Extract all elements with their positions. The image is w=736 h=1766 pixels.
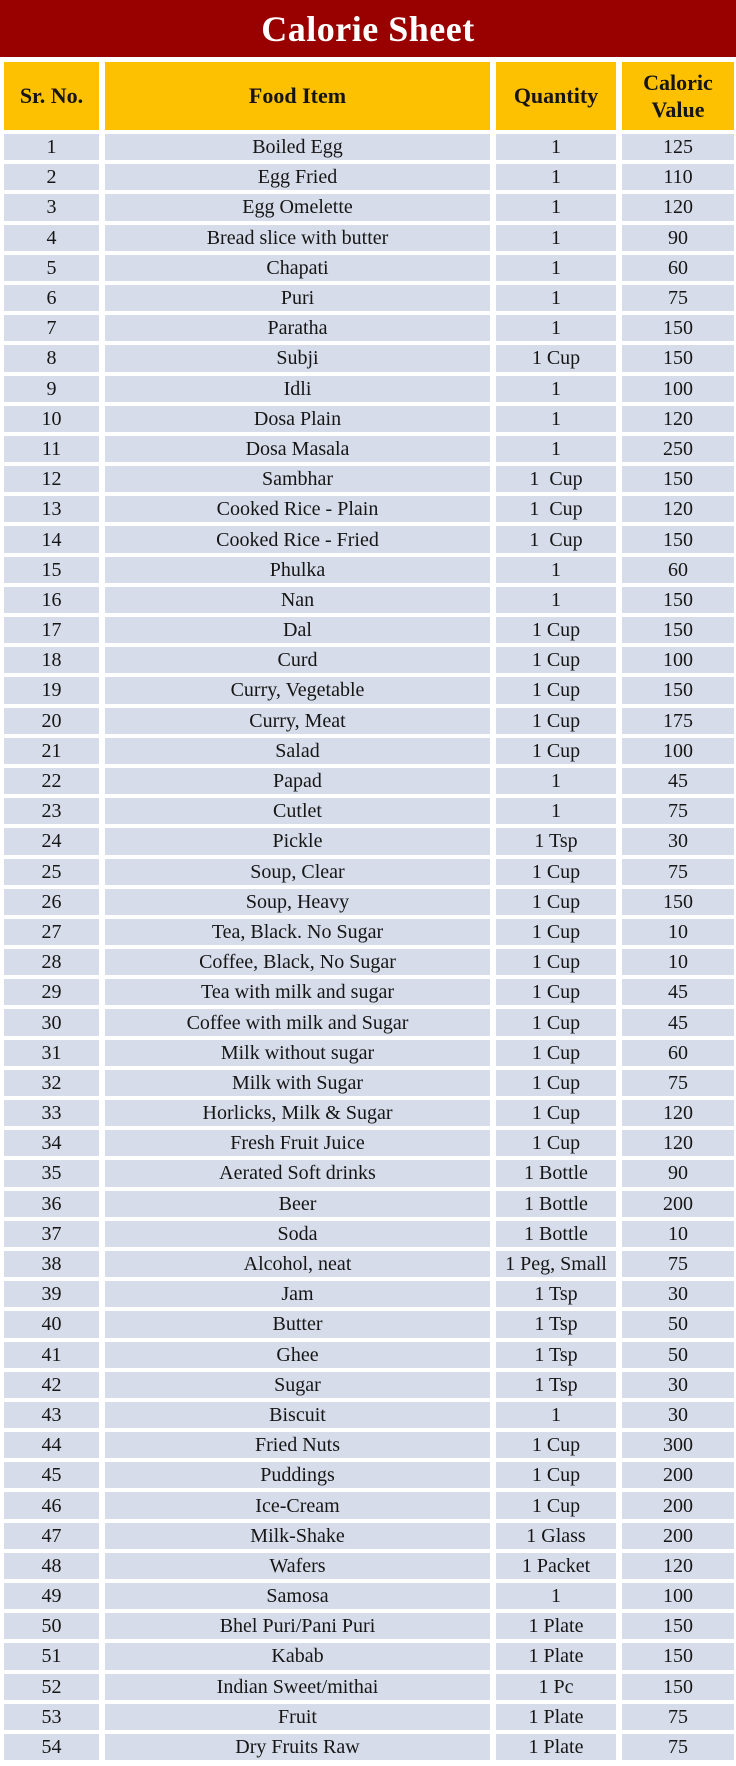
- caloric-value-cell: 120: [622, 1130, 734, 1156]
- food-item-cell: Curd: [105, 647, 490, 673]
- quantity-cell: 1 Packet: [496, 1553, 616, 1579]
- caloric-value-cell: 150: [622, 466, 734, 492]
- sr-no-cell: 31: [4, 1040, 99, 1066]
- food-item-cell: Samosa: [105, 1583, 490, 1609]
- food-item-cell: Fruit: [105, 1704, 490, 1730]
- sr-no-cell: 24: [4, 828, 99, 854]
- quantity-cell: 1 Bottle: [496, 1221, 616, 1247]
- quantity-cell: 1 Cup: [496, 1009, 616, 1035]
- sr-no-cell: 18: [4, 647, 99, 673]
- sr-no-cell: 11: [4, 436, 99, 462]
- quantity-cell: 1 Cup: [496, 1432, 616, 1458]
- sr-no-cell: 14: [4, 526, 99, 552]
- quantity-cell: 1 Plate: [496, 1734, 616, 1760]
- food-item-cell: Cutlet: [105, 798, 490, 824]
- quantity-cell: 1 Tsp: [496, 1342, 616, 1368]
- caloric-value-cell: 30: [622, 1372, 734, 1398]
- food-item-cell: Indian Sweet/mithai: [105, 1674, 490, 1700]
- quantity-cell: 1 Cup: [496, 949, 616, 975]
- sr-no-cell: 19: [4, 677, 99, 703]
- food-item-cell: Curry, Vegetable: [105, 677, 490, 703]
- caloric-value-cell: 10: [622, 949, 734, 975]
- caloric-value-cell: 45: [622, 1009, 734, 1035]
- quantity-cell: 1: [496, 406, 616, 432]
- quantity-cell: 1 Tsp: [496, 1281, 616, 1307]
- sr-no-cell: 27: [4, 919, 99, 945]
- caloric-value-cell: 150: [622, 315, 734, 341]
- quantity-cell: 1 Cup: [496, 617, 616, 643]
- caloric-value-cell: 30: [622, 1402, 734, 1428]
- caloric-value-cell: 100: [622, 376, 734, 402]
- quantity-cell: 1 Tsp: [496, 1372, 616, 1398]
- caloric-value-cell: 120: [622, 496, 734, 522]
- food-item-cell: Fried Nuts: [105, 1432, 490, 1458]
- quantity-cell: 1: [496, 587, 616, 613]
- food-item-cell: Jam: [105, 1281, 490, 1307]
- caloric-value-cell: 30: [622, 828, 734, 854]
- sr-no-cell: 5: [4, 255, 99, 281]
- caloric-value-cell: 75: [622, 285, 734, 311]
- food-item-cell: Boiled Egg: [105, 134, 490, 160]
- food-item-cell: Phulka: [105, 557, 490, 583]
- sr-no-cell: 20: [4, 708, 99, 734]
- quantity-cell: 1 Cup: [496, 466, 616, 492]
- quantity-cell: 1: [496, 164, 616, 190]
- food-item-cell: Ice-Cream: [105, 1492, 490, 1518]
- sr-no-cell: 37: [4, 1221, 99, 1247]
- food-item-cell: Butter: [105, 1311, 490, 1337]
- quantity-cell: 1: [496, 134, 616, 160]
- food-item-cell: Bhel Puri/Pani Puri: [105, 1613, 490, 1639]
- food-item-cell: Tea, Black. No Sugar: [105, 919, 490, 945]
- sr-no-cell: 10: [4, 406, 99, 432]
- caloric-value-cell: 10: [622, 919, 734, 945]
- food-item-cell: Dosa Masala: [105, 436, 490, 462]
- quantity-cell: 1 Cup: [496, 1070, 616, 1096]
- sr-no-cell: 25: [4, 859, 99, 885]
- caloric-value-cell: 150: [622, 677, 734, 703]
- food-item-cell: Nan: [105, 587, 490, 613]
- caloric-value-cell: 125: [622, 134, 734, 160]
- food-item-cell: Papad: [105, 768, 490, 794]
- food-item-cell: Cooked Rice - Fried: [105, 526, 490, 552]
- caloric-value-cell: 150: [622, 1613, 734, 1639]
- sr-no-cell: 41: [4, 1342, 99, 1368]
- sr-no-cell: 9: [4, 376, 99, 402]
- quantity-cell: 1 Cup: [496, 1462, 616, 1488]
- sr-no-cell: 43: [4, 1402, 99, 1428]
- food-item-cell: Subji: [105, 345, 490, 371]
- caloric-value-cell: 120: [622, 194, 734, 220]
- food-item-cell: Beer: [105, 1191, 490, 1217]
- food-item-cell: Milk without sugar: [105, 1040, 490, 1066]
- food-item-cell: Paratha: [105, 315, 490, 341]
- page-title: Calorie Sheet: [261, 8, 475, 49]
- sr-no-cell: 50: [4, 1613, 99, 1639]
- quantity-cell: 1 Pc: [496, 1674, 616, 1700]
- caloric-value-cell: 150: [622, 617, 734, 643]
- quantity-cell: 1 Cup: [496, 677, 616, 703]
- caloric-value-cell: 100: [622, 738, 734, 764]
- sr-no-cell: 42: [4, 1372, 99, 1398]
- sr-no-cell: 32: [4, 1070, 99, 1096]
- sr-no-cell: 45: [4, 1462, 99, 1488]
- quantity-cell: 1 Cup: [496, 1130, 616, 1156]
- food-item-cell: Chapati: [105, 255, 490, 281]
- quantity-cell: 1 Cup: [496, 496, 616, 522]
- caloric-value-cell: 100: [622, 1583, 734, 1609]
- quantity-cell: 1: [496, 285, 616, 311]
- sr-no-cell: 6: [4, 285, 99, 311]
- caloric-value-cell: 150: [622, 1674, 734, 1700]
- table-body: [0, 134, 736, 1760]
- food-item-cell: Bread slice with butter: [105, 225, 490, 251]
- caloric-value-cell: 45: [622, 768, 734, 794]
- sr-no-cell: 53: [4, 1704, 99, 1730]
- sr-no-cell: 39: [4, 1281, 99, 1307]
- caloric-value-cell: 120: [622, 406, 734, 432]
- title-bar: [0, 0, 736, 57]
- food-item-cell: Dosa Plain: [105, 406, 490, 432]
- caloric-value-cell: 60: [622, 557, 734, 583]
- food-item-cell: Curry, Meat: [105, 708, 490, 734]
- food-item-cell: Biscuit: [105, 1402, 490, 1428]
- quantity-cell: 1 Plate: [496, 1704, 616, 1730]
- quantity-cell: 1: [496, 255, 616, 281]
- food-item-cell: Dry Fruits Raw: [105, 1734, 490, 1760]
- quantity-cell: 1: [496, 1583, 616, 1609]
- sr-no-cell: 48: [4, 1553, 99, 1579]
- caloric-value-cell: 150: [622, 345, 734, 371]
- food-item-cell: Milk-Shake: [105, 1523, 490, 1549]
- sr-no-cell: 38: [4, 1251, 99, 1277]
- caloric-value-cell: 60: [622, 255, 734, 281]
- sr-no-cell: 34: [4, 1130, 99, 1156]
- sr-no-cell: 22: [4, 768, 99, 794]
- quantity-cell: 1: [496, 225, 616, 251]
- caloric-value-cell: 75: [622, 859, 734, 885]
- quantity-cell: 1 Cup: [496, 738, 616, 764]
- food-item-cell: Pickle: [105, 828, 490, 854]
- caloric-value-cell: 150: [622, 526, 734, 552]
- sr-no-cell: 7: [4, 315, 99, 341]
- quantity-cell: 1 Cup: [496, 889, 616, 915]
- food-item-cell: Milk with Sugar: [105, 1070, 490, 1096]
- quantity-cell: 1 Peg, Small: [496, 1251, 616, 1277]
- sr-no-cell: 1: [4, 134, 99, 160]
- caloric-value-cell: 45: [622, 979, 734, 1005]
- quantity-cell: 1 Tsp: [496, 828, 616, 854]
- quantity-cell: 1: [496, 768, 616, 794]
- sr-no-cell: 12: [4, 466, 99, 492]
- food-item-cell: Puddings: [105, 1462, 490, 1488]
- food-item-cell: Egg Fried: [105, 164, 490, 190]
- quantity-cell: 1 Cup: [496, 979, 616, 1005]
- sr-no-cell: 47: [4, 1523, 99, 1549]
- sr-no-cell: 28: [4, 949, 99, 975]
- quantity-cell: 1 Cup: [496, 859, 616, 885]
- sr-no-cell: 17: [4, 617, 99, 643]
- quantity-cell: 1 Plate: [496, 1643, 616, 1669]
- sr-no-cell: 3: [4, 194, 99, 220]
- caloric-value-cell: 50: [622, 1342, 734, 1368]
- header-quantity: Quantity: [496, 62, 616, 130]
- quantity-cell: 1 Cup: [496, 345, 616, 371]
- food-item-cell: Aerated Soft drinks: [105, 1160, 490, 1186]
- sr-no-cell: 36: [4, 1191, 99, 1217]
- caloric-value-cell: 110: [622, 164, 734, 190]
- header-food-item: Food Item: [105, 62, 490, 130]
- food-item-cell: Sugar: [105, 1372, 490, 1398]
- quantity-cell: 1 Bottle: [496, 1160, 616, 1186]
- food-item-cell: Fresh Fruit Juice: [105, 1130, 490, 1156]
- quantity-cell: 1 Cup: [496, 1492, 616, 1518]
- quantity-cell: 1: [496, 436, 616, 462]
- sr-no-cell: 29: [4, 979, 99, 1005]
- food-item-cell: Wafers: [105, 1553, 490, 1579]
- caloric-value-cell: 75: [622, 1704, 734, 1730]
- quantity-cell: 1 Tsp: [496, 1311, 616, 1337]
- sr-no-cell: 15: [4, 557, 99, 583]
- caloric-value-cell: 200: [622, 1523, 734, 1549]
- food-item-cell: Coffee with milk and Sugar: [105, 1009, 490, 1035]
- sr-no-cell: 2: [4, 164, 99, 190]
- caloric-value-cell: 200: [622, 1492, 734, 1518]
- quantity-cell: 1 Bottle: [496, 1191, 616, 1217]
- caloric-value-cell: 10: [622, 1221, 734, 1247]
- sr-no-cell: 30: [4, 1009, 99, 1035]
- caloric-value-cell: 30: [622, 1281, 734, 1307]
- quantity-cell: 1: [496, 798, 616, 824]
- caloric-value-cell: 75: [622, 1251, 734, 1277]
- quantity-cell: 1 Glass: [496, 1523, 616, 1549]
- sr-no-cell: 51: [4, 1643, 99, 1669]
- caloric-value-cell: 300: [622, 1432, 734, 1458]
- sr-no-cell: 4: [4, 225, 99, 251]
- food-item-cell: Coffee, Black, No Sugar: [105, 949, 490, 975]
- quantity-cell: 1 Cup: [496, 526, 616, 552]
- caloric-value-cell: 90: [622, 1160, 734, 1186]
- caloric-value-cell: 60: [622, 1040, 734, 1066]
- caloric-value-cell: 50: [622, 1311, 734, 1337]
- food-item-cell: Cooked Rice - Plain: [105, 496, 490, 522]
- sr-no-cell: 52: [4, 1674, 99, 1700]
- quantity-cell: 1 Cup: [496, 647, 616, 673]
- caloric-value-cell: 200: [622, 1462, 734, 1488]
- food-item-cell: Salad: [105, 738, 490, 764]
- quantity-cell: 1: [496, 376, 616, 402]
- food-item-cell: Dal: [105, 617, 490, 643]
- food-item-cell: Soup, Clear: [105, 859, 490, 885]
- quantity-cell: 1 Plate: [496, 1613, 616, 1639]
- caloric-value-cell: 150: [622, 889, 734, 915]
- sr-no-cell: 40: [4, 1311, 99, 1337]
- caloric-value-cell: 120: [622, 1553, 734, 1579]
- quantity-cell: 1 Cup: [496, 708, 616, 734]
- sr-no-cell: 44: [4, 1432, 99, 1458]
- sr-no-cell: 16: [4, 587, 99, 613]
- caloric-value-cell: 90: [622, 225, 734, 251]
- food-item-cell: Kabab: [105, 1643, 490, 1669]
- quantity-cell: 1 Cup: [496, 1040, 616, 1066]
- sr-no-cell: 23: [4, 798, 99, 824]
- sr-no-cell: 8: [4, 345, 99, 371]
- sr-no-cell: 26: [4, 889, 99, 915]
- quantity-cell: 1 Cup: [496, 919, 616, 945]
- header-caloric-value: Caloric Value: [622, 62, 734, 130]
- caloric-value-cell: 200: [622, 1191, 734, 1217]
- caloric-value-cell: 75: [622, 1070, 734, 1096]
- caloric-value-cell: 75: [622, 1734, 734, 1760]
- quantity-cell: 1: [496, 315, 616, 341]
- food-item-cell: Egg Omelette: [105, 194, 490, 220]
- caloric-value-cell: 100: [622, 647, 734, 673]
- food-item-cell: Horlicks, Milk & Sugar: [105, 1100, 490, 1126]
- sr-no-cell: 46: [4, 1492, 99, 1518]
- quantity-cell: 1: [496, 557, 616, 583]
- food-item-cell: Idli: [105, 376, 490, 402]
- quantity-cell: 1: [496, 1402, 616, 1428]
- food-item-cell: Tea with milk and sugar: [105, 979, 490, 1005]
- caloric-value-cell: 75: [622, 798, 734, 824]
- food-item-cell: Puri: [105, 285, 490, 311]
- caloric-value-cell: 120: [622, 1100, 734, 1126]
- sr-no-cell: 49: [4, 1583, 99, 1609]
- header-sr-no: Sr. No.: [4, 62, 99, 130]
- quantity-cell: 1 Cup: [496, 1100, 616, 1126]
- food-item-cell: Sambhar: [105, 466, 490, 492]
- food-item-cell: Ghee: [105, 1342, 490, 1368]
- sr-no-cell: 33: [4, 1100, 99, 1126]
- caloric-value-cell: 150: [622, 587, 734, 613]
- caloric-value-cell: 175: [622, 708, 734, 734]
- caloric-value-cell: 250: [622, 436, 734, 462]
- sr-no-cell: 35: [4, 1160, 99, 1186]
- food-item-cell: Alcohol, neat: [105, 1251, 490, 1277]
- table-header-row: [0, 62, 736, 130]
- food-item-cell: Soda: [105, 1221, 490, 1247]
- sr-no-cell: 54: [4, 1734, 99, 1760]
- quantity-cell: 1: [496, 194, 616, 220]
- sr-no-cell: 13: [4, 496, 99, 522]
- food-item-cell: Soup, Heavy: [105, 889, 490, 915]
- caloric-value-cell: 150: [622, 1643, 734, 1669]
- sr-no-cell: 21: [4, 738, 99, 764]
